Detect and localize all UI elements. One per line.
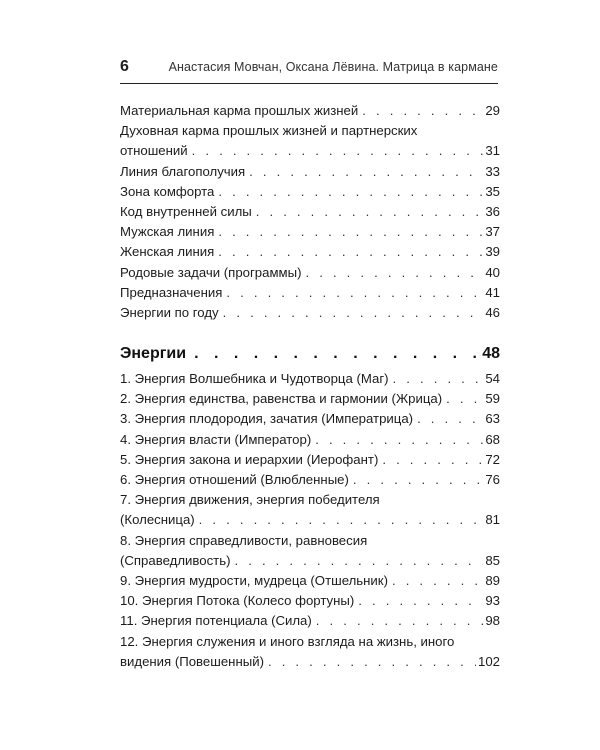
toc-entry[interactable] — [120, 450, 500, 470]
toc-leader-dots — [234, 551, 483, 571]
toc-entry-page: 40 — [485, 264, 500, 280]
toc-entry-title: видения (Повешенный) — [120, 653, 264, 669]
toc-entry[interactable] — [120, 101, 500, 121]
toc-entry[interactable] — [120, 283, 500, 303]
toc-leader-dots — [358, 591, 483, 611]
toc-list-part1 — [120, 101, 500, 323]
toc-entry-title: 9. Энергия мудрости, мудреца (Отшельник) — [120, 573, 388, 589]
toc-entry-page: 76 — [485, 472, 500, 488]
toc-entry[interactable] — [120, 303, 500, 323]
toc-entry-title: 4. Энергия власти (Император) — [120, 431, 312, 447]
toc-entry-title: Родовые задачи (программы) — [120, 264, 302, 280]
toc-entry[interactable] — [120, 591, 500, 611]
toc-leader-dots — [315, 430, 483, 450]
toc-entry-title: Код внутренней силы — [120, 204, 252, 220]
toc-entry-page: 59 — [485, 391, 500, 407]
toc-entry[interactable] — [120, 222, 500, 242]
toc-leader-dots — [392, 571, 483, 591]
toc-entry-title: Предназначения — [120, 284, 223, 300]
toc-entry[interactable] — [120, 369, 500, 389]
toc-entry[interactable] — [120, 263, 500, 283]
toc-entry-page: 35 — [485, 183, 500, 199]
toc-leader-dots — [417, 409, 483, 429]
toc-leader-dots — [382, 450, 483, 470]
toc-entry[interactable] — [120, 611, 500, 631]
toc-leader-dots — [199, 510, 484, 530]
page-header — [120, 58, 498, 80]
toc-entry-page: 36 — [485, 204, 500, 220]
toc-entry-page: 102 — [477, 653, 500, 669]
toc-entry-page: 29 — [485, 103, 500, 118]
toc-entry-page: 68 — [485, 431, 500, 447]
toc-entry-page: 54 — [485, 371, 500, 386]
toc-entry-page: 85 — [485, 552, 500, 568]
toc-entry[interactable] — [120, 121, 500, 161]
toc-entry[interactable] — [120, 632, 500, 672]
toc-leader-dots — [446, 389, 483, 409]
toc-entry-page: 89 — [485, 573, 500, 589]
toc-entry[interactable] — [120, 470, 500, 490]
toc-entry-title: 11. Энергия потенциала (Сила) — [120, 613, 312, 629]
running-head: Анастасия Мовчан, Оксана Лёвина. Матрица в кармане — [168, 60, 498, 74]
toc-entry-title-line1: 8. Энергия справедливости, равновесия — [120, 532, 368, 548]
header-rule — [120, 83, 498, 84]
toc-entry[interactable] — [120, 182, 500, 202]
toc-leader-dots — [218, 182, 483, 202]
toc-entry[interactable] — [120, 389, 500, 409]
toc-entry[interactable] — [120, 531, 500, 571]
toc-leader-dots — [268, 652, 476, 672]
toc-entry[interactable] — [120, 409, 500, 429]
toc-entry-title: 1. Энергия Волшебника и Чудотворца (Маг) — [120, 371, 389, 386]
toc-entry-title: Линия благополучия — [120, 163, 246, 179]
toc-leader-dots — [316, 611, 484, 631]
toc-entry-title: 2. Энергия единства, равенства и гармонии (Жрица) — [120, 391, 443, 407]
section-page: 48 — [482, 345, 500, 362]
toc-entry-title: отношений — [120, 143, 188, 159]
toc-entry-title: (Справедливость) — [120, 552, 231, 568]
toc-entry-title: (Колесница) — [120, 512, 195, 528]
toc-entry-page: 37 — [485, 224, 500, 240]
toc-leader-dots — [305, 263, 483, 283]
toc-entry-title: Материальная карма прошлых жизней — [120, 103, 359, 118]
toc-entry-page: 39 — [485, 244, 500, 260]
toc-entry-title: 5. Энергия закона и иерархии (Иерофант) — [120, 451, 379, 467]
toc-leader-dots — [194, 343, 476, 365]
toc-entry-title: Энергии по году — [120, 305, 219, 321]
toc-entry-title-line1: 12. Энергия служения и иного взгляда на жизнь, иного — [120, 633, 455, 649]
toc-section-heading[interactable] — [120, 343, 500, 365]
toc-entry-page: 33 — [485, 163, 500, 179]
toc-entry-title: Зона комфорта — [120, 183, 215, 199]
toc-entry[interactable] — [120, 430, 500, 450]
toc-entry-page: 98 — [485, 613, 500, 629]
toc-leader-dots — [353, 470, 483, 490]
toc-entry-title: Мужская линия — [120, 224, 215, 240]
toc-entry-title: 10. Энергия Потока (Колесо фортуны) — [120, 593, 355, 609]
toc-entry-page: 81 — [485, 512, 500, 528]
toc-entry-title: 6. Энергия отношений (Влюбленные) — [120, 472, 349, 488]
toc-entry[interactable] — [120, 162, 500, 182]
toc-leader-dots — [192, 141, 484, 161]
toc-entry[interactable] — [120, 242, 500, 262]
toc-entry-page: 93 — [485, 593, 500, 609]
toc-entry[interactable] — [120, 571, 500, 591]
toc-entry-title-line1: 7. Энергия движения, энергия победителя — [120, 492, 380, 508]
page-number: 6 — [120, 58, 129, 75]
toc-entry[interactable] — [120, 202, 500, 222]
toc-leader-dots — [256, 202, 484, 222]
section-title: Энергии — [120, 345, 187, 362]
toc-entry-title: 3. Энергия плодородия, зачатия (Императрица) — [120, 411, 414, 427]
toc-list-part2 — [120, 343, 500, 672]
toc-leader-dots — [218, 242, 483, 262]
toc-leader-dots — [393, 369, 484, 389]
toc-entry-page: 46 — [485, 305, 500, 321]
toc-entry-page: 63 — [485, 411, 500, 427]
toc-leader-dots — [249, 162, 483, 182]
toc-leader-dots — [218, 222, 483, 242]
toc-entry-title: Женская линия — [120, 244, 215, 260]
toc-entry[interactable] — [120, 490, 500, 530]
toc-entry-title-line1: Духовная карма прошлых жизней и партнерских — [120, 123, 418, 139]
toc-leader-dots — [223, 303, 484, 323]
toc-leader-dots — [362, 101, 483, 121]
toc-leader-dots — [226, 283, 483, 303]
toc-entry-page: 31 — [485, 143, 500, 159]
toc-entry-page: 41 — [485, 284, 500, 300]
toc-entry-page: 72 — [485, 451, 500, 467]
